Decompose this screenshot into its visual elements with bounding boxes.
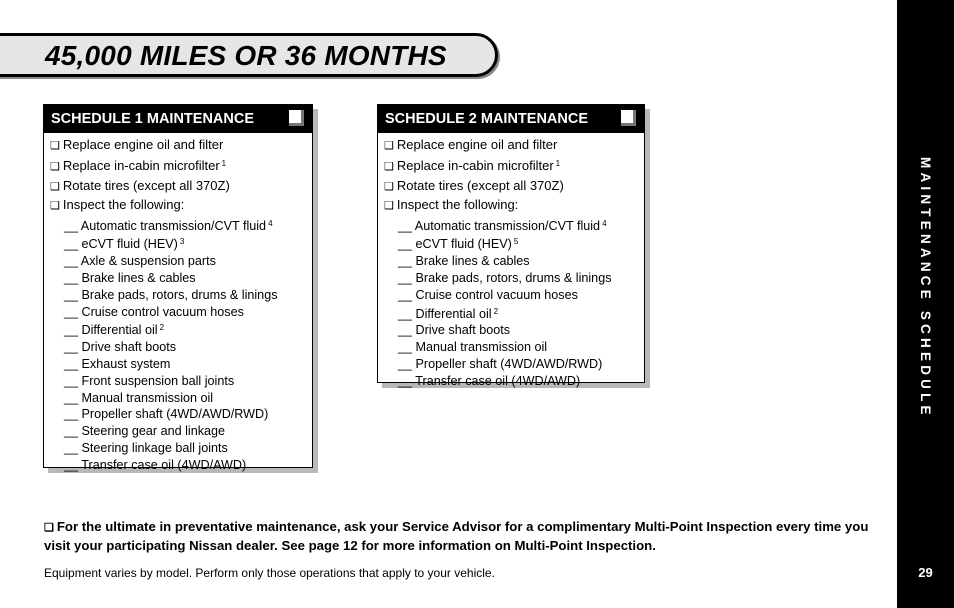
inspection-item: __ Steering gear and linkage xyxy=(64,424,226,439)
checkbox-icon[interactable]: ❑ xyxy=(50,140,60,152)
inspection-item: __ Brake pads, rotors, drums & linings xyxy=(398,271,612,286)
inspection-item: __ Differential oil $^2$ xyxy=(398,306,499,321)
footnote-ref: 1 xyxy=(555,159,561,169)
checkbox-icon[interactable]: ❑ xyxy=(384,200,394,213)
schedule-1-title: SCHEDULE 1 MAINTENANCE xyxy=(51,111,255,127)
inspection-item: __ Front suspension ball joints xyxy=(64,373,235,388)
schedule-1-list xyxy=(44,133,312,474)
checkbox-icon[interactable]: ❑ xyxy=(384,140,394,152)
footnote-ref: 3 xyxy=(179,237,185,247)
footnote-ref: 4 xyxy=(268,218,273,228)
footnote-ref: 5 xyxy=(513,237,519,247)
checklist-item: ❑ Replace in-cabin microfilter $^1$ xyxy=(384,158,561,174)
section-label: MAINTENANCE SCHEDULE xyxy=(918,157,933,419)
footnote-ref: 2 xyxy=(159,323,165,333)
inspection-item: __ Cruise control vacuum hoses xyxy=(398,287,578,302)
checkbox-icon[interactable]: ❑ xyxy=(50,180,60,193)
inspection-item: __ eCVT fluid (HEV) $^3$ xyxy=(64,237,185,252)
checklist-item: ❑ Replace engine oil and filter xyxy=(50,137,224,152)
inspection-item: __ Axle & suspension parts xyxy=(64,254,216,269)
checkbox-icon[interactable] xyxy=(289,110,304,126)
inspection-item: __ Brake lines & cables xyxy=(398,254,530,269)
schedule-2-list xyxy=(378,133,644,390)
inspection-item: __ Propeller shaft (4WD/AWD/RWD) xyxy=(64,407,269,422)
side-tab xyxy=(897,0,954,608)
inspection-item: __ Steering linkage ball joints xyxy=(64,440,228,455)
inspection-item: __ Manual transmission oil xyxy=(64,390,214,405)
checkbox-icon[interactable]: ❑ xyxy=(44,522,54,534)
inspection-item: __ Transfer case oil (4WD/AWD) xyxy=(398,373,581,388)
checkbox-icon[interactable]: ❑ xyxy=(50,200,60,213)
equipment-footnote: Equipment varies by model. Perform only those operations that apply to your vehicle. xyxy=(44,566,495,580)
inspection-item: __ Manual transmission oil xyxy=(398,340,548,355)
footnote-ref: 1 xyxy=(221,159,227,169)
inspection-item: __ Automatic transmission/CVT fluid $^4$ xyxy=(398,218,607,233)
inspection-notice xyxy=(44,518,889,555)
checkbox-icon[interactable] xyxy=(621,110,636,126)
checklist-item: ❑ Replace engine oil and filter xyxy=(384,137,558,152)
checkbox-icon[interactable]: ❑ xyxy=(384,161,394,174)
schedule-1-header xyxy=(44,105,312,133)
title-banner xyxy=(0,33,498,77)
inspection-item: __ Differential oil $^2$ xyxy=(64,323,165,338)
page-number: 29 xyxy=(918,565,933,580)
schedule-2-box xyxy=(377,104,645,388)
inspection-item: __ Transfer case oil (4WD/AWD) xyxy=(64,457,247,472)
schedule-2-title: SCHEDULE 2 MAINTENANCE xyxy=(385,111,589,127)
schedule-1-box xyxy=(43,104,313,472)
checkbox-icon[interactable]: ❑ xyxy=(50,161,60,174)
checklist-item: ❑ Inspect the following: xyxy=(384,197,519,213)
checkbox-icon[interactable]: ❑ xyxy=(384,180,394,193)
inspection-item: __ Exhaust system xyxy=(64,357,171,371)
checklist-item: ❑ Inspect the following: xyxy=(50,197,185,213)
inspection-item: __ Brake lines & cables xyxy=(64,271,196,286)
inspection-item: __ Drive shaft boots xyxy=(64,340,177,355)
checklist-item: ❑ Rotate tires (except all 370Z) xyxy=(384,177,564,193)
page-title: 45,000 MILES OR 36 MONTHS xyxy=(45,40,447,71)
checklist-item: ❑ Rotate tires (except all 370Z) xyxy=(50,177,230,193)
notice-text: For the ultimate in preventative maintenance, ask your Service Advisor for a complimentary Multi-Point Inspection every time you visit your participating Nissan dealer. See page 12 for more information on Multi-Point Inspection. xyxy=(44,519,869,553)
inspection-item: __ Brake pads, rotors, drums & linings xyxy=(64,287,278,302)
checklist-item: ❑ Replace in-cabin microfilter $^1$ xyxy=(50,158,227,174)
footnote-ref: 4 xyxy=(602,218,607,228)
inspection-item: __ Automatic transmission/CVT fluid $^4$ xyxy=(64,218,273,233)
inspection-item: __ Propeller shaft (4WD/AWD/RWD) xyxy=(398,357,603,371)
inspection-item: __ Cruise control vacuum hoses xyxy=(64,304,244,319)
inspection-item: __ eCVT fluid (HEV) $^5$ xyxy=(398,237,519,252)
inspection-item: __ Drive shaft boots xyxy=(398,323,511,338)
footnote-ref: 2 xyxy=(493,306,499,316)
schedule-2-header xyxy=(378,105,644,133)
